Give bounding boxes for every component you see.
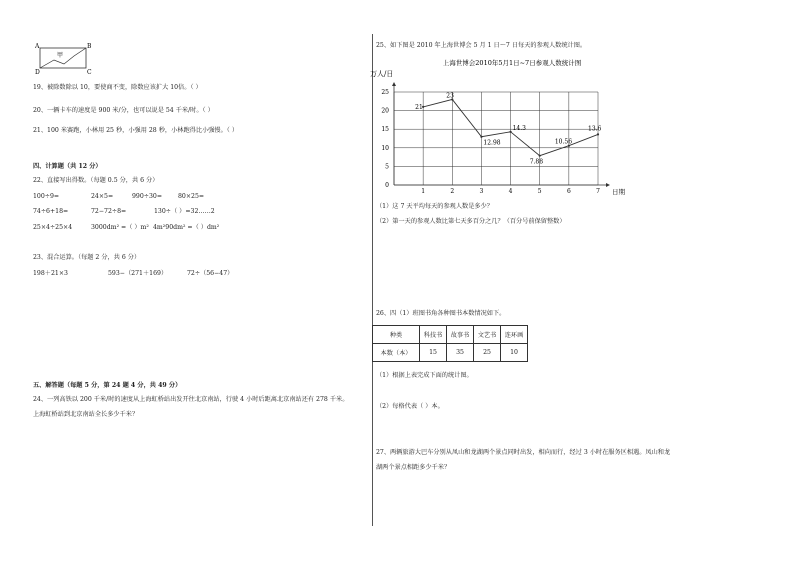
calc-1-3: 990÷30= — [132, 193, 163, 200]
calc-3-2: 3000dm² =（ ）m² — [91, 224, 149, 231]
mix-1: 198＋21×3 — [33, 270, 68, 277]
data-point — [480, 136, 482, 138]
label-c: C — [87, 69, 92, 76]
rectangle-figure — [34, 42, 94, 76]
question-22: 22、直接写出得数。（每题 0.5 分，共 6 分） — [33, 177, 159, 184]
data-label: 14.3 — [512, 124, 526, 132]
question-25-1: （1）这 7 天平均每天的参观人数是多少？ — [376, 203, 493, 210]
section-4-title: 四、计算题（共 12 分） — [33, 163, 102, 170]
calc-3-1: 25×4÷25×4 — [33, 224, 73, 231]
calc-1-2: 24×5= — [91, 193, 114, 200]
question-20: 20、一辆卡车的速度是 900 米/分，也可以说是 54 千米/时。（ ） — [33, 107, 214, 114]
table-row — [373, 344, 528, 362]
y-axis-arrow-icon — [392, 82, 396, 86]
label-jia: 甲 — [57, 52, 64, 59]
table-cell: 科技书 — [420, 326, 447, 344]
data-point — [597, 133, 599, 135]
x-tick-label: 5 — [537, 188, 542, 195]
calc-2-2: 72−72÷8= — [91, 208, 127, 215]
question-26: 26、四（1）班图书角各种图书本数情况如下。 — [376, 310, 506, 317]
section-5-title: 五、解答题（每题 5 分，第 24 题 4 分，共 49 分） — [33, 382, 182, 389]
question-26-1: （1）根据上表完成下面的统计图。 — [376, 372, 473, 379]
data-label: 12.98 — [483, 139, 501, 147]
line-chart — [366, 54, 636, 202]
y-tick-label: 10 — [381, 144, 389, 152]
question-25-2: （2）第一天的参观人数比第七天多百分之几？（百分号前保留整数） — [376, 218, 566, 225]
question-27-line2: 湖两个景点相距多少千米？ — [376, 464, 451, 471]
table-cell: 连环画 — [501, 326, 528, 344]
mix-3: 72÷（56−47） — [187, 270, 234, 277]
table-cell: 文艺书 — [474, 326, 501, 344]
chart-ylabel: 万人/日 — [370, 70, 394, 78]
question-23: 23、混合运算。（每题 2 分，共 6 分） — [33, 254, 141, 261]
label-b: B — [87, 43, 92, 50]
label-a: A — [35, 43, 40, 50]
chart-title: 上海世博会2010年5月1日~7日参观人数统计图 — [442, 59, 582, 67]
y-tick-label: 5 — [385, 163, 389, 171]
table-cell: 故事书 — [447, 326, 474, 344]
x-tick-label: 3 — [479, 188, 484, 195]
question-27-line1: 27、两辆旅游大巴车分别从凤山和龙湖两个景点同时出发，相向而行，经过 3 小时在服务区相遇。凤山和龙 — [376, 449, 671, 456]
question-24-line1: 24、一列高铁以 200 千米/时的速度从上海虹桥站出发开往北京南站，行驶 4 小时后距离北京南站还有 278 千米。 — [33, 396, 349, 403]
question-25: 25、如下图是 2010 年上海世博会 5 月 1 日～7 日每天的参观人数统计图。 — [376, 42, 587, 49]
data-label: 23 — [446, 92, 454, 100]
data-label: 7.88 — [529, 158, 544, 166]
table-cell: 10 — [501, 344, 528, 362]
calc-3-3: 4m²90dm² =（ ）dm² — [153, 224, 220, 231]
table-cell: 15 — [420, 344, 447, 362]
question-24-line2: 上海虹桥站到北京南站全长多少千米？ — [33, 411, 139, 418]
table-header-row — [373, 326, 528, 344]
x-tick-label: 4 — [508, 188, 513, 195]
y-tick-label: 20 — [381, 107, 389, 115]
book-table — [372, 325, 528, 362]
data-point — [539, 155, 541, 157]
table-cell: 35 — [447, 344, 474, 362]
calc-2-1: 74÷6+18= — [33, 208, 69, 215]
data-label: 21 — [415, 103, 423, 111]
table-cell: 本数（本） — [373, 344, 420, 362]
label-d: D — [35, 69, 40, 76]
question-21: 21、100 米赛跑，小林用 25 秒，小强用 28 秒，小林跑得比小强慢。（ ） — [33, 127, 239, 134]
chart-xlabel: 日期 — [612, 188, 625, 196]
table-cell: 种类 — [373, 326, 420, 344]
mix-2: 593−（271＋169） — [108, 270, 168, 277]
calc-1-1: 100÷9= — [33, 193, 60, 200]
x-tick-label: 7 — [596, 188, 600, 195]
y-tick-label: 0 — [385, 182, 389, 189]
y-tick-label: 15 — [381, 126, 389, 134]
data-label: 10.56 — [554, 138, 573, 146]
calc-1-4: 80×25= — [178, 193, 205, 200]
question-19: 19、被除数除以 10，要使商不变，除数应该扩大 10倍。（ ） — [33, 84, 202, 91]
data-point — [509, 131, 511, 133]
x-tick-label: 1 — [421, 188, 426, 195]
table-cell: 25 — [474, 344, 501, 362]
x-tick-label: 2 — [450, 188, 455, 195]
y-tick-label: 25 — [381, 89, 389, 96]
x-tick-label: 6 — [566, 188, 571, 195]
question-26-2: （2）每格代表（ ）本。 — [376, 403, 444, 410]
x-axis-arrow-icon — [606, 183, 610, 187]
data-label: 13.6 — [588, 125, 602, 133]
calc-2-3: 130÷（ ）=32……2 — [154, 208, 215, 215]
